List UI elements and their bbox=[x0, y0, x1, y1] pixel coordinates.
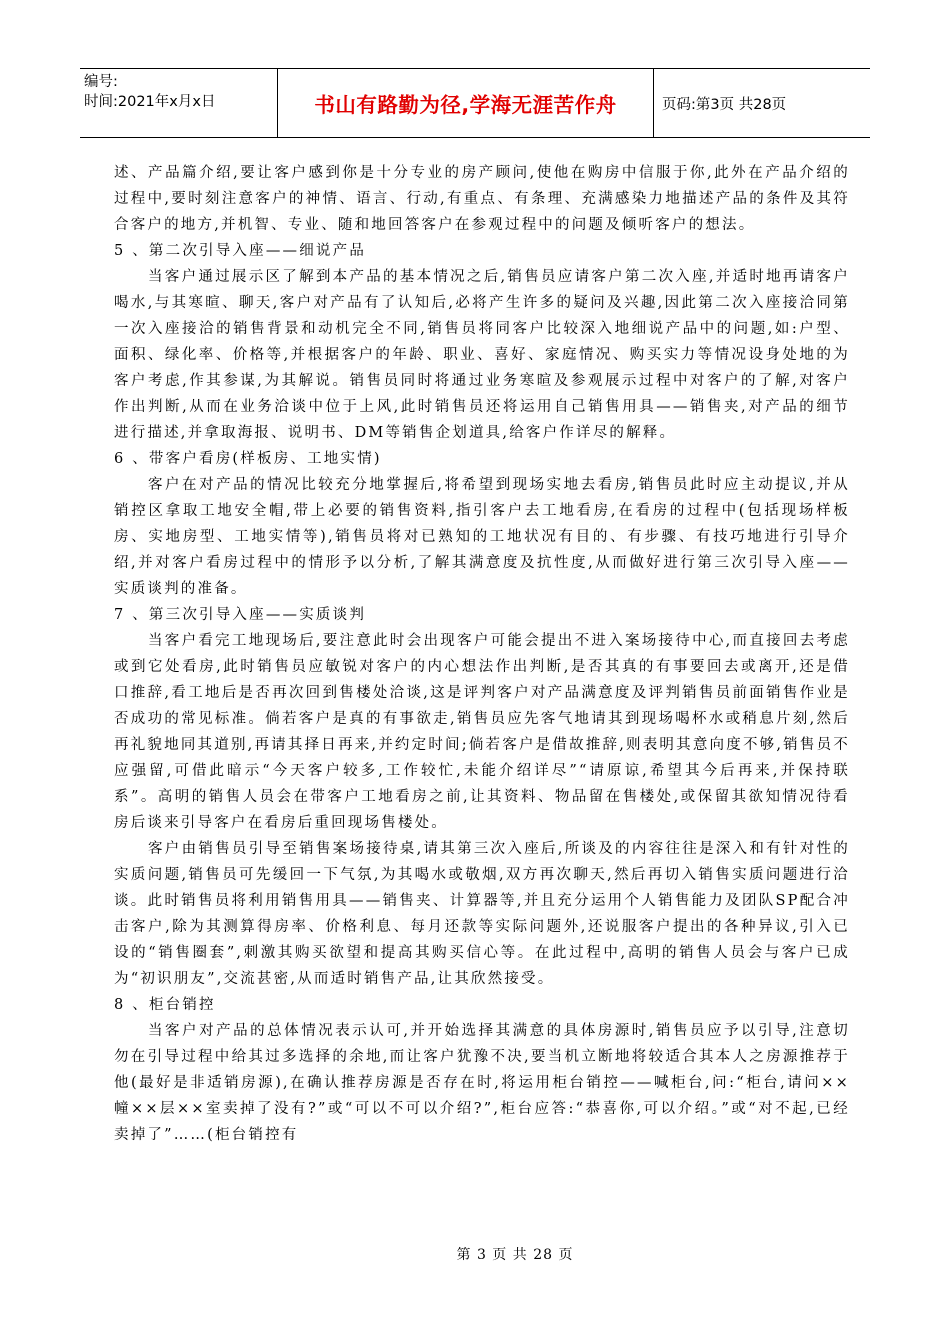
section-heading: 7 、第三次引导入座——实质谈判 bbox=[114, 607, 367, 623]
page-footer: 第 3 页 共 28 页 bbox=[456, 1247, 574, 1263]
section-heading: 8 、柜台销控 bbox=[114, 997, 216, 1013]
paragraph: 客户在对产品的情况比较充分地掌握后,将希望到现场实地去看房,销售员此时应主动提议,并从销控区拿取工地安全帽,带上必要的销售资料,指引客户去工地看房,在看房的过程中(包括现场样板房、实地房型、工地实情等),销售员将对已熟知的工地状况有目的、有步骤、有技巧地进行引导介绍,并对客户看房过程中的情形予以分析,了解其满意度及抗性度,从而做好进行第三次引导入座——实质谈判的准备。 bbox=[114, 477, 850, 597]
paragraph: 述、产品篇介绍,要让客户感到你是十分专业的房产顾问,使他在购房中信服于你,此外在产品介绍的过程中,要时刻注意客户的神情、语言、行动,有重点、有条理、充满感染力地描述产品的条件及其符合客户的地方,并机智、专业、随和地回答客户在参观过程中的问题及倾听客户的想法。 bbox=[114, 165, 850, 233]
header-meta bbox=[80, 69, 278, 137]
motto-text: 书山有路勤为径,学海无涯苦作舟 bbox=[314, 93, 617, 117]
section-heading: 5 、第二次引导入座——细说产品 bbox=[114, 243, 367, 259]
header-page-cell bbox=[654, 69, 870, 137]
header-motto-cell bbox=[278, 69, 654, 137]
paragraph: 当客户对产品的总体情况表示认可,并开始选择其满意的具体房源时,销售员应予以引导,注意切勿在引导过程中给其过多选择的余地,而让客户犹豫不决,要当机立断地将较适合其本人之房源推荐于他(最好是非适销房源),在确认推荐房源是否存在时,将运用柜台销控——喊柜台,问:“柜台,请问××幢××层××室卖掉了没有?”或“可以不可以介绍?”,柜台应答:“恭喜你,可以介绍。”或“对不起,已经卖掉了”……(柜台销控有 bbox=[114, 1023, 850, 1143]
paragraph: 当客户看完工地现场后,要注意此时会出现客户可能会提出不进入案场接待中心,而直接回去考虑或到它处看房,此时销售员应敏锐对客户的内心想法作出判断,是否其真的有事要回去或离开,还是借口推辞,看工地后是否再次回到售楼处洽谈,这是评判客户对产品满意度及评判销售员前面销售作业是否成功的常见标准。倘若客户是真的有事欲走,销售员应先客气地请其到现场喝杯水或稍息片刻,然后再礼貌地同其道别,再请其择日再来,并约定时间;倘若客户是借故推辞,则表明其意向度不够,销售员不应强留,可借此暗示“今天客户较多,工作较忙,未能介绍详尽”“请原谅,希望其今后再来,并保持联系”。高明的销售人员会在带客户工地看房之前,让其资料、物品留在售楼处,或保留其欲知情况待看房后谈来引导客户在看房后重回现场售楼处。 bbox=[114, 633, 850, 831]
date-label: 时间:2021年x月x日 bbox=[84, 94, 216, 110]
number-label: 编号: bbox=[84, 74, 118, 90]
document-body bbox=[114, 160, 850, 1148]
paragraph: 客户由销售员引导至销售案场接待桌,请其第三次入座后,所谈及的内容往往是深入和有针对性的实质问题,销售员可先缓回一下气氛,为其喝水或敬烟,双方再次聊天,然后再切入销售实质问题进行洽谈。此时销售员将利用销售用具——销售夹、计算器等,并且充分运用个人销售能力及团队SP配合冲击客户,除为其测算得房率、价格利息、每月还款等实际问题外,还说服客户提出的各种异议,引入已设的“销售圈套”,刺激其购买欲望和提高其购买信心等。在此过程中,高明的销售人员会与客户已成为“初识朋友”,交流甚密,从而适时销售产品,让其欣然接受。 bbox=[114, 841, 850, 987]
page-header bbox=[80, 68, 870, 138]
page-label: 页码:第3页 共28页 bbox=[662, 96, 787, 113]
paragraph: 当客户通过展示区了解到本产品的基本情况之后,销售员应请客户第二次入座,并适时地再请客户喝水,与其寒暄、聊天,客户对产品有了认知后,必将产生许多的疑问及兴趣,因此第二次入座接洽同第一次入座接洽的销售背景和动机完全不同,销售员将同客户比较深入地细说产品中的问题,如:户型、面积、绿化率、价格等,并根据客户的年龄、职业、喜好、家庭情况、购买实力等情况设身处地的为客户考虑,作其参谋,为其解说。销售员同时将通过业务寒暄及参观展示过程中对客户的了解,对客户作出判断,从而在业务洽谈中位于上风,此时销售员还将运用自己销售用具——销售夹,对产品的细节进行描述,并拿取海报、说明书、DM等销售企划道具,给客户作详尽的解释。 bbox=[114, 269, 850, 441]
section-heading: 6 、带客户看房(样板房、工地实情) bbox=[114, 451, 382, 467]
